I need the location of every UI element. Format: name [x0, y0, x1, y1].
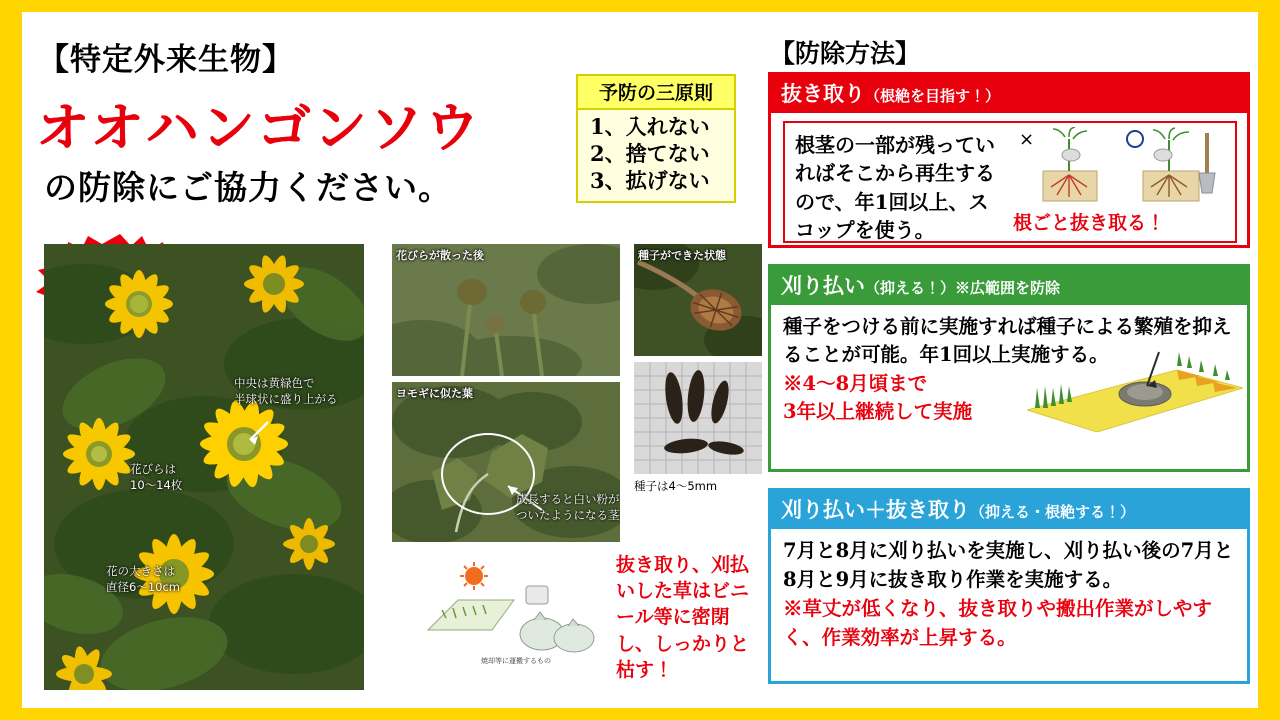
photo-caption: 花びらが散った後: [396, 249, 484, 262]
panel-pull-out-inner: [783, 121, 1237, 243]
photo-note-size: 花の大きさは 直径6～10cm: [106, 564, 180, 594]
disposal-illustration-caption: 焼却等に運搬するもの: [481, 657, 551, 665]
disposal-illustration: [422, 560, 604, 656]
panel-pull-out: [768, 72, 1250, 248]
page-title: オオハンゴンソウ: [36, 97, 482, 159]
panel-mowing-header: [771, 267, 1247, 305]
photo-after-petals: [392, 244, 620, 376]
panel-mowing-and-pull-out-header: [771, 491, 1247, 529]
disposal-drying-illustration: [422, 560, 604, 656]
left-column: [22, 12, 762, 708]
panel-title: 刈り払い＋抜き取り: [781, 497, 970, 522]
panel-pull-out-header: [771, 75, 1247, 113]
panel-title: 抜き取り: [781, 81, 865, 106]
panel-subtitle: （根絶を目指す！）: [865, 87, 1001, 105]
list-item: 2、捨てない: [590, 140, 710, 166]
plant-photo-illustration: [44, 244, 364, 690]
list-item: 3、拡げない: [590, 167, 710, 193]
photo-note-stem: 成長すると白い粉が ついたようになる茎: [516, 492, 620, 522]
photo-main-plant: [44, 244, 364, 690]
photo-caption: ヨモギに似た葉: [396, 387, 473, 400]
poster-sheet: [22, 12, 1258, 708]
panel-mowing: [768, 264, 1250, 472]
prevention-principles-heading: 予防の三原則: [578, 76, 734, 110]
panel-body-text: 種子をつける前に実施すれば種子による繁殖を抑えることが可能。年1回以上実施する。: [783, 315, 1232, 367]
panel-accent-text: 根ごと抜き取る！: [1013, 212, 1166, 234]
panel-mowing-and-pull-out: [768, 488, 1250, 684]
after-petals-illustration: [392, 244, 620, 376]
photo-note-petals: 花びらは 10～14枚: [130, 462, 183, 492]
panel-accent-text: ※4～8月頃まで 3年以上継続して実施: [783, 371, 973, 423]
control-methods-heading: 【防除方法】: [770, 39, 921, 68]
designation-label: 【特定外来生物】: [38, 42, 294, 78]
mowing-method-illustration: [1027, 336, 1243, 432]
seeds-size-caption: 種子は4～5mm: [634, 479, 718, 493]
prevention-principles-list: [578, 110, 734, 201]
panel-subtitle: （抑える・根絶する！）: [970, 503, 1136, 521]
list-item: 1、入れない: [590, 114, 710, 139]
disposal-instruction-text: 抜き取り、刈払いした草はビニール等に密閉し、しっかりと枯す！: [616, 554, 750, 681]
photo-seed-head: [634, 244, 762, 356]
svg-text:×: ×: [1019, 129, 1035, 150]
photo-caption: 種子ができた状態: [638, 249, 726, 262]
prevention-principles-box: [576, 74, 736, 203]
right-column: [762, 12, 1258, 708]
photo-note-center: 中央は黄緑色で 半球状に盛り上がる: [234, 376, 338, 406]
panel-body-text: 根茎の一部が残っていればそこから再生するので、年1回以上、スコップを使う。: [795, 133, 995, 243]
panel-subtitle: （抑える！）※広範囲を防除: [865, 279, 1061, 297]
page-subtitle: の防除にご協力ください。: [44, 168, 452, 207]
photo-seeds: [634, 362, 762, 474]
seeds-illustration: [634, 362, 762, 474]
photo-leaf: [392, 382, 620, 542]
panel-body-text: 7月と8月に刈り払いを実施し、刈り払い後の7月と8月と9月に抜き取り作業を実施する。: [783, 539, 1234, 591]
panel-title: 刈り払い: [781, 273, 865, 298]
pull-out-method-illustration: [1013, 127, 1241, 213]
panel-accent-text: ※草丈が低くなり、抜き取りや搬出作業がしやすく、作業効率が上昇する。: [783, 596, 1213, 649]
